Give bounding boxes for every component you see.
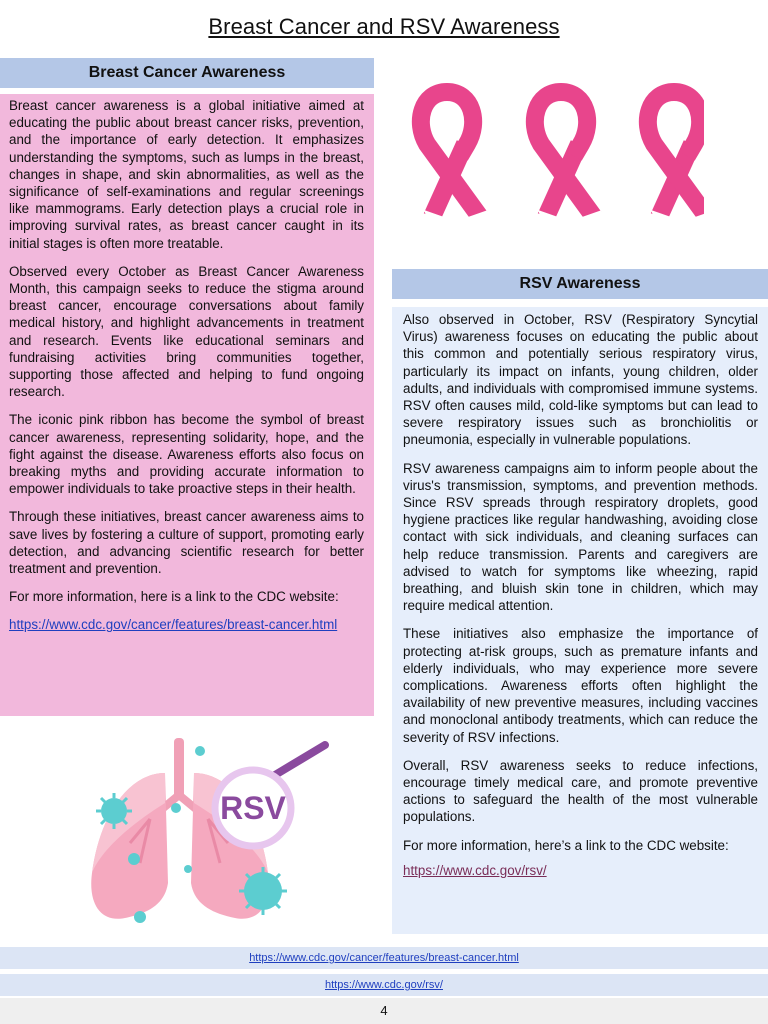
rsv-paragraph-4: Overall, RSV awareness seeks to reduce infections, encourage timely medical care, and promote preventive actions to safeguard the health of the most vulnerable populations. xyxy=(403,757,758,825)
pink-ribbons xyxy=(404,82,704,232)
rsv-heading: RSV Awareness xyxy=(392,269,768,299)
rsv-paragraph-1: Also observed in October, RSV (Respiratory Syncytial Virus) awareness focuses on educating the public about this common and potentially serious respiratory virus, particularly its impact on infants, young children, older adults, and individuals with compromised immune systems. RSV often causes mild, cold-like symptoms but can lead to severe respiratory issues such as bronchiolitis or pneumonia, especially in vulnerable populations. xyxy=(403,312,758,448)
pink-ribbon-icon xyxy=(648,92,704,232)
pink-ribbon-icon xyxy=(535,92,602,232)
magnifying-glass-icon xyxy=(215,745,325,846)
footer-breast-cancer-link[interactable]: https://www.cdc.gov/cancer/features/breast-cancer.html xyxy=(249,952,519,964)
virus-icon xyxy=(134,911,146,923)
virus-icon xyxy=(128,853,140,865)
breast-cancer-paragraph-3: The iconic pink ribbon has become the symbol of breast cancer awareness, representing solidarity, hope, and the fight against the disease. Awareness efforts also focus on breaking myths and providing accurate information to empower individuals to take proactive steps in their health. xyxy=(9,412,364,497)
pink-ribbon-icon xyxy=(421,92,488,232)
rsv-paragraph-3: These initiatives also emphasize the importance of protecting at-risk groups, such as premature infants and elderly individuals, who may experience more severe complications. Awareness efforts often highlight the availability of new preventive measures, including vaccines and monoclonal antibody treatments, which can reduce the severity of RSV infections. xyxy=(403,626,758,745)
rsv-section xyxy=(392,307,768,934)
breast-cancer-paragraph-2: Observed every October as Breast Cancer Awareness Month, this campaign seeks to reduce the stigma around breast cancer, encourage conversations about family medical history, and highlight advancements in treatment and research. Events like educational seminars and fundraising activities bring communities together, supporting those affected and helping to fund ongoing research. xyxy=(9,263,364,400)
rsv-paragraph-2: RSV awareness campaigns aim to inform people about the virus's transmission, symptoms, and prevention methods. Since RSV spreads through respiratory droplets, good hygiene practices like regular handwashing, avoiding close contact with sick individuals, and cleaning surfaces can help reduce transmission. Parents and caregivers are advised to watch for symptoms like wheezing, rapid breathing, and bluish skin tone in children, which may require medical attention. xyxy=(403,460,758,614)
breast-cancer-paragraph-4: Through these initiatives, breast cancer awareness aims to save lives by fostering a culture of support, promoting early detection, and advancing scientific research for better treatment and prevention. xyxy=(9,509,364,577)
footer-link-bar-2 xyxy=(0,974,768,996)
rsv-cdc-link[interactable]: https://www.cdc.gov/rsv/ xyxy=(403,862,547,878)
breast-cancer-paragraph-5: For more information, here is a link to the CDC website: xyxy=(9,589,339,605)
rsv-paragraph-5: For more information, here’s a link to the CDC website: xyxy=(403,837,729,853)
breast-cancer-paragraph-1: Breast cancer awareness is a global initiative aimed at educating the public about breast cancer risks, prevention, and the importance of early detection. It emphasizes understanding the symptoms, such as lumps in the breast, changes in shape, and skin abnormalities, as well as the significance of self-examinations and regular screenings like mammograms. Early detection plays a crucial role in improving survival rates, as breast cancer caught in its initial stages is often more treatable. xyxy=(9,98,364,251)
lungs-illustration xyxy=(70,733,340,933)
virus-icon xyxy=(171,803,181,813)
rsv-illustration-label: RSV xyxy=(220,790,286,826)
breast-cancer-heading: Breast Cancer Awareness xyxy=(0,58,374,88)
footer-link-bar-1 xyxy=(0,947,768,969)
virus-icon xyxy=(239,867,287,915)
virus-icon xyxy=(195,746,205,756)
page-title: Breast Cancer and RSV Awareness xyxy=(208,14,560,39)
virus-icon xyxy=(184,865,192,873)
page-number: 4 xyxy=(0,998,768,1024)
virus-icon xyxy=(96,793,132,829)
breast-cancer-section xyxy=(0,94,374,716)
breast-cancer-cdc-link[interactable]: https://www.cdc.gov/cancer/features/breast-cancer.html xyxy=(9,617,338,633)
footer-rsv-link[interactable]: https://www.cdc.gov/rsv/ xyxy=(325,979,443,991)
